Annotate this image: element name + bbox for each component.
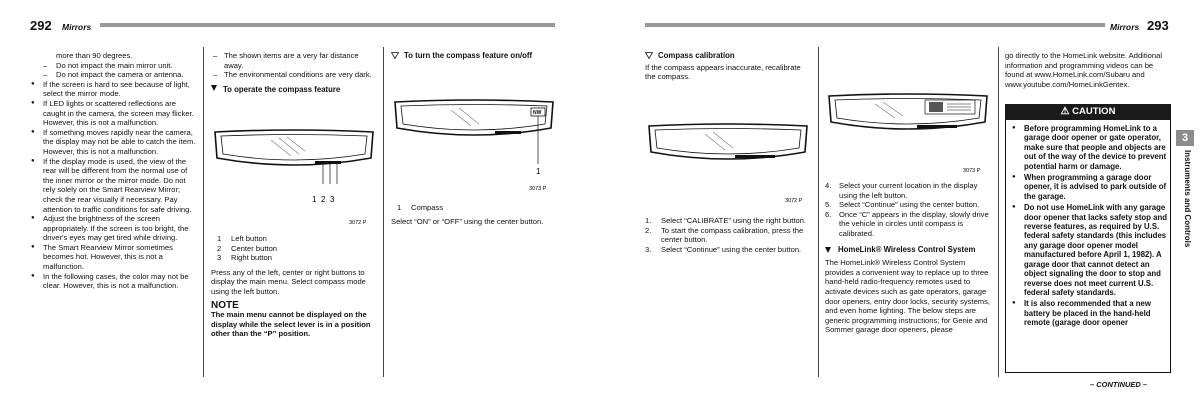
fig-code: 3072 P xyxy=(785,198,803,204)
page-number-right: 293 xyxy=(1147,18,1169,33)
continued-text: more than 90 degrees. xyxy=(56,51,133,60)
column-divider xyxy=(998,47,999,377)
mirror-calibrate-figure xyxy=(645,120,811,206)
step-item: 6. Once “C” appears in the display, slowly drive the vehicle in circles until compass is calibrated. xyxy=(825,209,989,238)
list-item: ● Do not use HomeLink with any garage door opener that lacks safety stop and reverse features, as required by U.S. federal safety standards (this includes any garage door opener model manufactured before April 1, 1982). A garage door that cannot detect an object signaling the door to stop and reverse does not meet current U.S. federal safety standards. xyxy=(1011,203,1167,297)
hollow-triangle-icon xyxy=(645,52,653,59)
warning-icon: ⚠ xyxy=(1060,106,1070,117)
column-divider xyxy=(383,47,384,377)
fig-callout-label: 3 xyxy=(330,195,335,204)
list-item: ● When programming a garage door opener, it is advised to park outside of the garage. xyxy=(1011,173,1167,201)
list-item: ● Before programming HomeLink to a garage door opener or gate operator, make sure that people and objects are out of the way of the device to prevent potential harm or damage. xyxy=(1011,124,1167,171)
header-rule-right xyxy=(645,23,1105,27)
caution-list xyxy=(1011,124,1167,328)
mirror-zone-figure xyxy=(825,52,991,178)
fig-callout-label: 1 xyxy=(312,195,317,204)
list-item: ● If the display mode is used, the view of the rear will be different from the normal use of the inner mirror or the mirror mode. Do not rely solely on the Smart Rearview Mirror; check the rear visually if necessary. Pay attention to traffic conditions for safe driving. xyxy=(30,157,196,215)
list-item: ● If something moves rapidly near the camera, the display may not be able to catch the item. However, this is not a malfunction. xyxy=(30,128,196,157)
svg-text:NW: NW xyxy=(533,110,542,116)
hollow-triangle-icon xyxy=(391,52,399,59)
left-col-2 xyxy=(211,51,377,94)
body-text: go directly to the HomeLink website. Additional information and programming videos can be found at www.HomeLink.com/Subaru and www.youtube.com/HomeLinkGentex. xyxy=(1005,51,1163,89)
legend-item: 1 Left button xyxy=(217,234,267,243)
note-heading: NOTE xyxy=(211,299,239,311)
page-title-right: Mirrors xyxy=(1110,22,1140,32)
fig-callout-label: 1 xyxy=(536,167,541,176)
step-item: 2. To start the compass calibration, press the center button. xyxy=(645,225,804,245)
note-text: The main menu cannot be displayed on the display while the select lever is in a position other than the “P” position. xyxy=(211,310,371,339)
step-item: 4. Select your current location in the display using the left button. xyxy=(825,181,978,200)
list-item: ● If LED lights or scattered reflections are caught in the camera, the screen may flicker. However, this is not a malfunction. xyxy=(30,99,196,128)
triangle-bullet-icon xyxy=(825,247,831,253)
page-title-left: Mirrors xyxy=(62,22,92,32)
fig-code: 3073 P xyxy=(963,168,981,174)
list-item: – The shown items are a very far distance away. xyxy=(211,51,377,70)
list-item: – The environmental conditions are very dark. xyxy=(211,70,377,80)
body-text: If the compass appears inaccurate, recalibrate the compass. xyxy=(645,62,801,82)
legend-item: 1 Compass xyxy=(397,203,444,212)
body-text: Select “ON” or “OFF” using the center button. xyxy=(391,216,544,226)
list-item: ● In the following cases, the color may not be clear. However, this is not a malfunction. xyxy=(30,272,196,291)
legend-item: 3 Right button xyxy=(217,253,272,263)
left-col-3-lower xyxy=(391,203,557,226)
left-col-3 xyxy=(391,51,557,61)
column-divider xyxy=(818,47,819,377)
caution-banner: ⚠ CAUTION xyxy=(1005,104,1171,120)
right-col-1 xyxy=(645,51,811,82)
continued-marker: – CONTINUED – xyxy=(1090,380,1148,389)
section-heading: Compass calibration xyxy=(645,51,811,61)
header-rule-left xyxy=(100,23,555,27)
mirror-compass-figure xyxy=(391,96,557,196)
section-heading: To operate the compass feature xyxy=(211,85,377,95)
section-heading: HomeLink® Wireless Control System xyxy=(825,245,991,255)
list-item: ● If the screen is hard to see because of light, select the mirror mode. xyxy=(30,80,196,99)
chapter-tab: 3 xyxy=(1176,130,1194,146)
list-item: ● Adjust the brightness of the screen appropriately. If the screen is too bright, the driver's eyes may get tired while driving. xyxy=(30,214,196,243)
step-item: 5. Select “Continue” using the center button. xyxy=(825,200,980,210)
body-text: The HomeLink® Wireless Control System provides a convenient way to replace up to three hand-held radio-frequency remotes used to activate devices such as gate operators, garage door openers, entry door locks, security systems, and even home lighting. The below steps are generic programming instructions; for Genie and Sommer garage door openers, please xyxy=(825,258,991,335)
right-col-2 xyxy=(825,181,991,335)
right-col-3 xyxy=(1005,51,1171,89)
right-col-1-steps xyxy=(645,216,811,254)
mirror-buttons-figure xyxy=(211,126,377,232)
step-item: 3. Select “Continue” using the center button. xyxy=(645,244,802,254)
chapter-label: Instruments and Controls xyxy=(1183,150,1192,248)
legend-item: 2 Center button xyxy=(217,243,278,253)
fig-code: 3072 P xyxy=(349,220,367,226)
fig-code: 3073 P xyxy=(529,186,547,192)
triangle-bullet-icon xyxy=(211,85,217,91)
column-divider xyxy=(203,47,204,377)
section-heading: To turn the compass feature on/off xyxy=(391,51,557,61)
step-item: 1. Select “CALIBRATE” using the right button. xyxy=(645,216,807,225)
list-item: ● The Smart Rearview Mirror sometimes becomes hot. However, this is not a malfunction. xyxy=(30,243,196,272)
list-item: – Do not impact the main mirror unit. xyxy=(30,61,196,71)
list-item: – Do not impact the camera or antenna. xyxy=(30,70,196,80)
body-text: Press any of the left, center or right buttons to display the main menu. Select compass mode using the left button. xyxy=(211,267,366,296)
left-col-1 xyxy=(30,51,196,291)
left-col-2-lower xyxy=(211,234,377,339)
fig-callout-label: 2 xyxy=(321,195,326,204)
list-item: ● It is also recommended that a new battery be placed in the hand-held remote (garage door opener xyxy=(1011,299,1167,327)
page-number-left: 292 xyxy=(30,18,52,33)
